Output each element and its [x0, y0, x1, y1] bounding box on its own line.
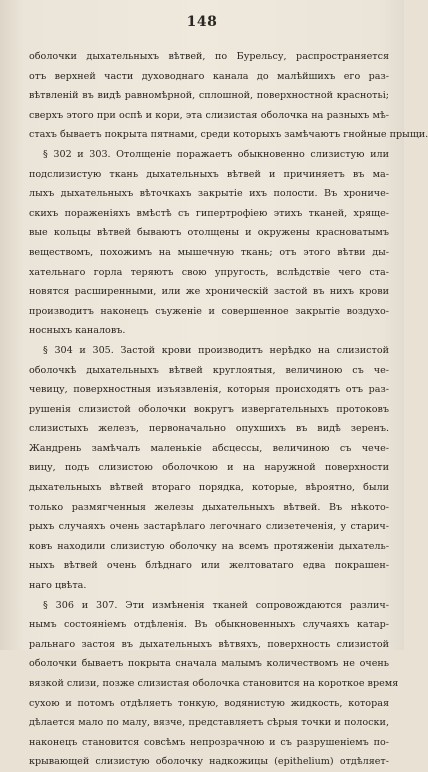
text-line: вицу, подъ слизистою оболочкою и на наружной поверхности — [29, 462, 389, 474]
text-line: рыхъ случаяхъ очень застарѣлаго легочнаго слизетеченія, у старич- — [29, 521, 389, 533]
text-line: рушенія слизистой оболочки вокругъ извергательныхъ протоковъ — [29, 403, 389, 415]
text-line: оболочки бываетъ покрыта сначала малымъ количествомъ не очень — [29, 658, 389, 670]
text-line: дыхательныхъ вѣтвей втораго порядка, которые, вѣроятно, были — [29, 482, 389, 494]
text-line: подслизистую ткань дыхательныхъ вѣтвей и причиняетъ въ ма- — [29, 168, 389, 180]
text-line: отъ верхней части духоводнаго канала до малѣйшихъ его раз- — [29, 70, 389, 82]
text-line: § 302 и 303. Отолщеніе поражаетъ обыкновенно слизистую или — [43, 148, 389, 160]
text-line: скихъ пораженіяхъ вмѣстѣ съ гипертрофіею этихъ тканей, хряще- — [29, 207, 389, 219]
text-line: стахъ бываетъ покрыта пятнами, среди которыхъ замѣчаютъ гнойные прыщи. — [29, 129, 428, 141]
text-line: слизистыхъ железъ, первоначально опухшихъ въ видѣ зеренъ. — [29, 423, 389, 435]
text-line: оболочки дыхательныхъ вѣтвей, по Бурельсу, распространяется — [29, 51, 389, 62]
text-line: вѣтвленій въ видѣ равномѣрной, сплошной, поверхностной краснотьі; — [29, 90, 389, 102]
text-line: сверхъ этого при оспѣ и кори, эта слизистая оболочка на разныхъ мѣ- — [29, 109, 389, 121]
text-line: вые кольцы вѣтвей бываютъ отолщены и окружены красноватымъ — [29, 227, 389, 239]
text-line: ральнаго застоя въ дыхательныхъ вѣтвяхъ, поверхность слизистой — [29, 638, 389, 650]
text-line: ковъ находили слизистую оболочку на всемъ протяженіи дыхатель- — [29, 540, 389, 552]
body-text — [29, 47, 428, 772]
text-line: хательнаго горла теряютъ свою упругость, вслѣдствіе чего ста- — [29, 266, 389, 278]
text-line: вязкой слизи, позже слизистая оболочка становится на короткое время — [29, 678, 399, 689]
text-line: носныхъ каналовъ. — [29, 325, 126, 337]
text-line: § 306 и 307. Эти измѣненія тканей сопровождаются различ- — [43, 599, 389, 611]
text-line: нымъ состояніемъ отдѣленія. Въ обыкновенныхъ случаяхъ катар- — [29, 619, 389, 631]
text-line: лыхъ дыхательныхъ вѣточкахъ закрытіе ихъ полости. Въ хрониче- — [29, 188, 389, 200]
text-line: производитъ наконецъ съуженіе и совершенное закрытіе воздухо- — [29, 305, 389, 317]
text-line: наконецъ становится совсѣмъ непрозрачною и съ разрушеніемъ по- — [29, 736, 389, 748]
text-line: веществомъ, похожимъ на мышечную ткань; отъ этого вѣтви ды- — [29, 246, 389, 258]
text-line: Жандрень замѣчалъ маленькіе абсцессы, величиною съ чече- — [29, 442, 389, 454]
text-line: новятся расширенными, или же хроническій застой въ нихъ крови — [29, 286, 389, 298]
text-line: ныхъ вѣтвей очень блѣднаго или желтоватаго едва покрашен- — [29, 560, 389, 572]
text-line: наго цвѣта. — [29, 580, 87, 592]
text-line: оболочкѣ дыхательныхъ вѣтвей круглоятыя, величиною съ че- — [29, 364, 389, 376]
text-line: крывающей слизистую оболочку надкожицы (epithelium) отдѣляет- — [29, 756, 389, 768]
text-line: чевицу, поверхностныя изъязвленія, которыя происходятъ отъ раз- — [29, 384, 389, 396]
text-line: § 304 и 305. Застой крови производитъ нерѣдко на слизистой — [43, 344, 389, 356]
text-line: сухою и потомъ отдѣляетъ тонкую, водянистую жидкость, которая — [29, 697, 389, 709]
text-line: дѣлается мало по малу, вязче, представляетъ сѣрыя точки и полоски, — [29, 717, 389, 729]
page-number: 148 — [186, 14, 218, 30]
text-line: только размягченныя железы дыхательныхъ вѣтвей. Въ нѣкото- — [29, 501, 389, 513]
